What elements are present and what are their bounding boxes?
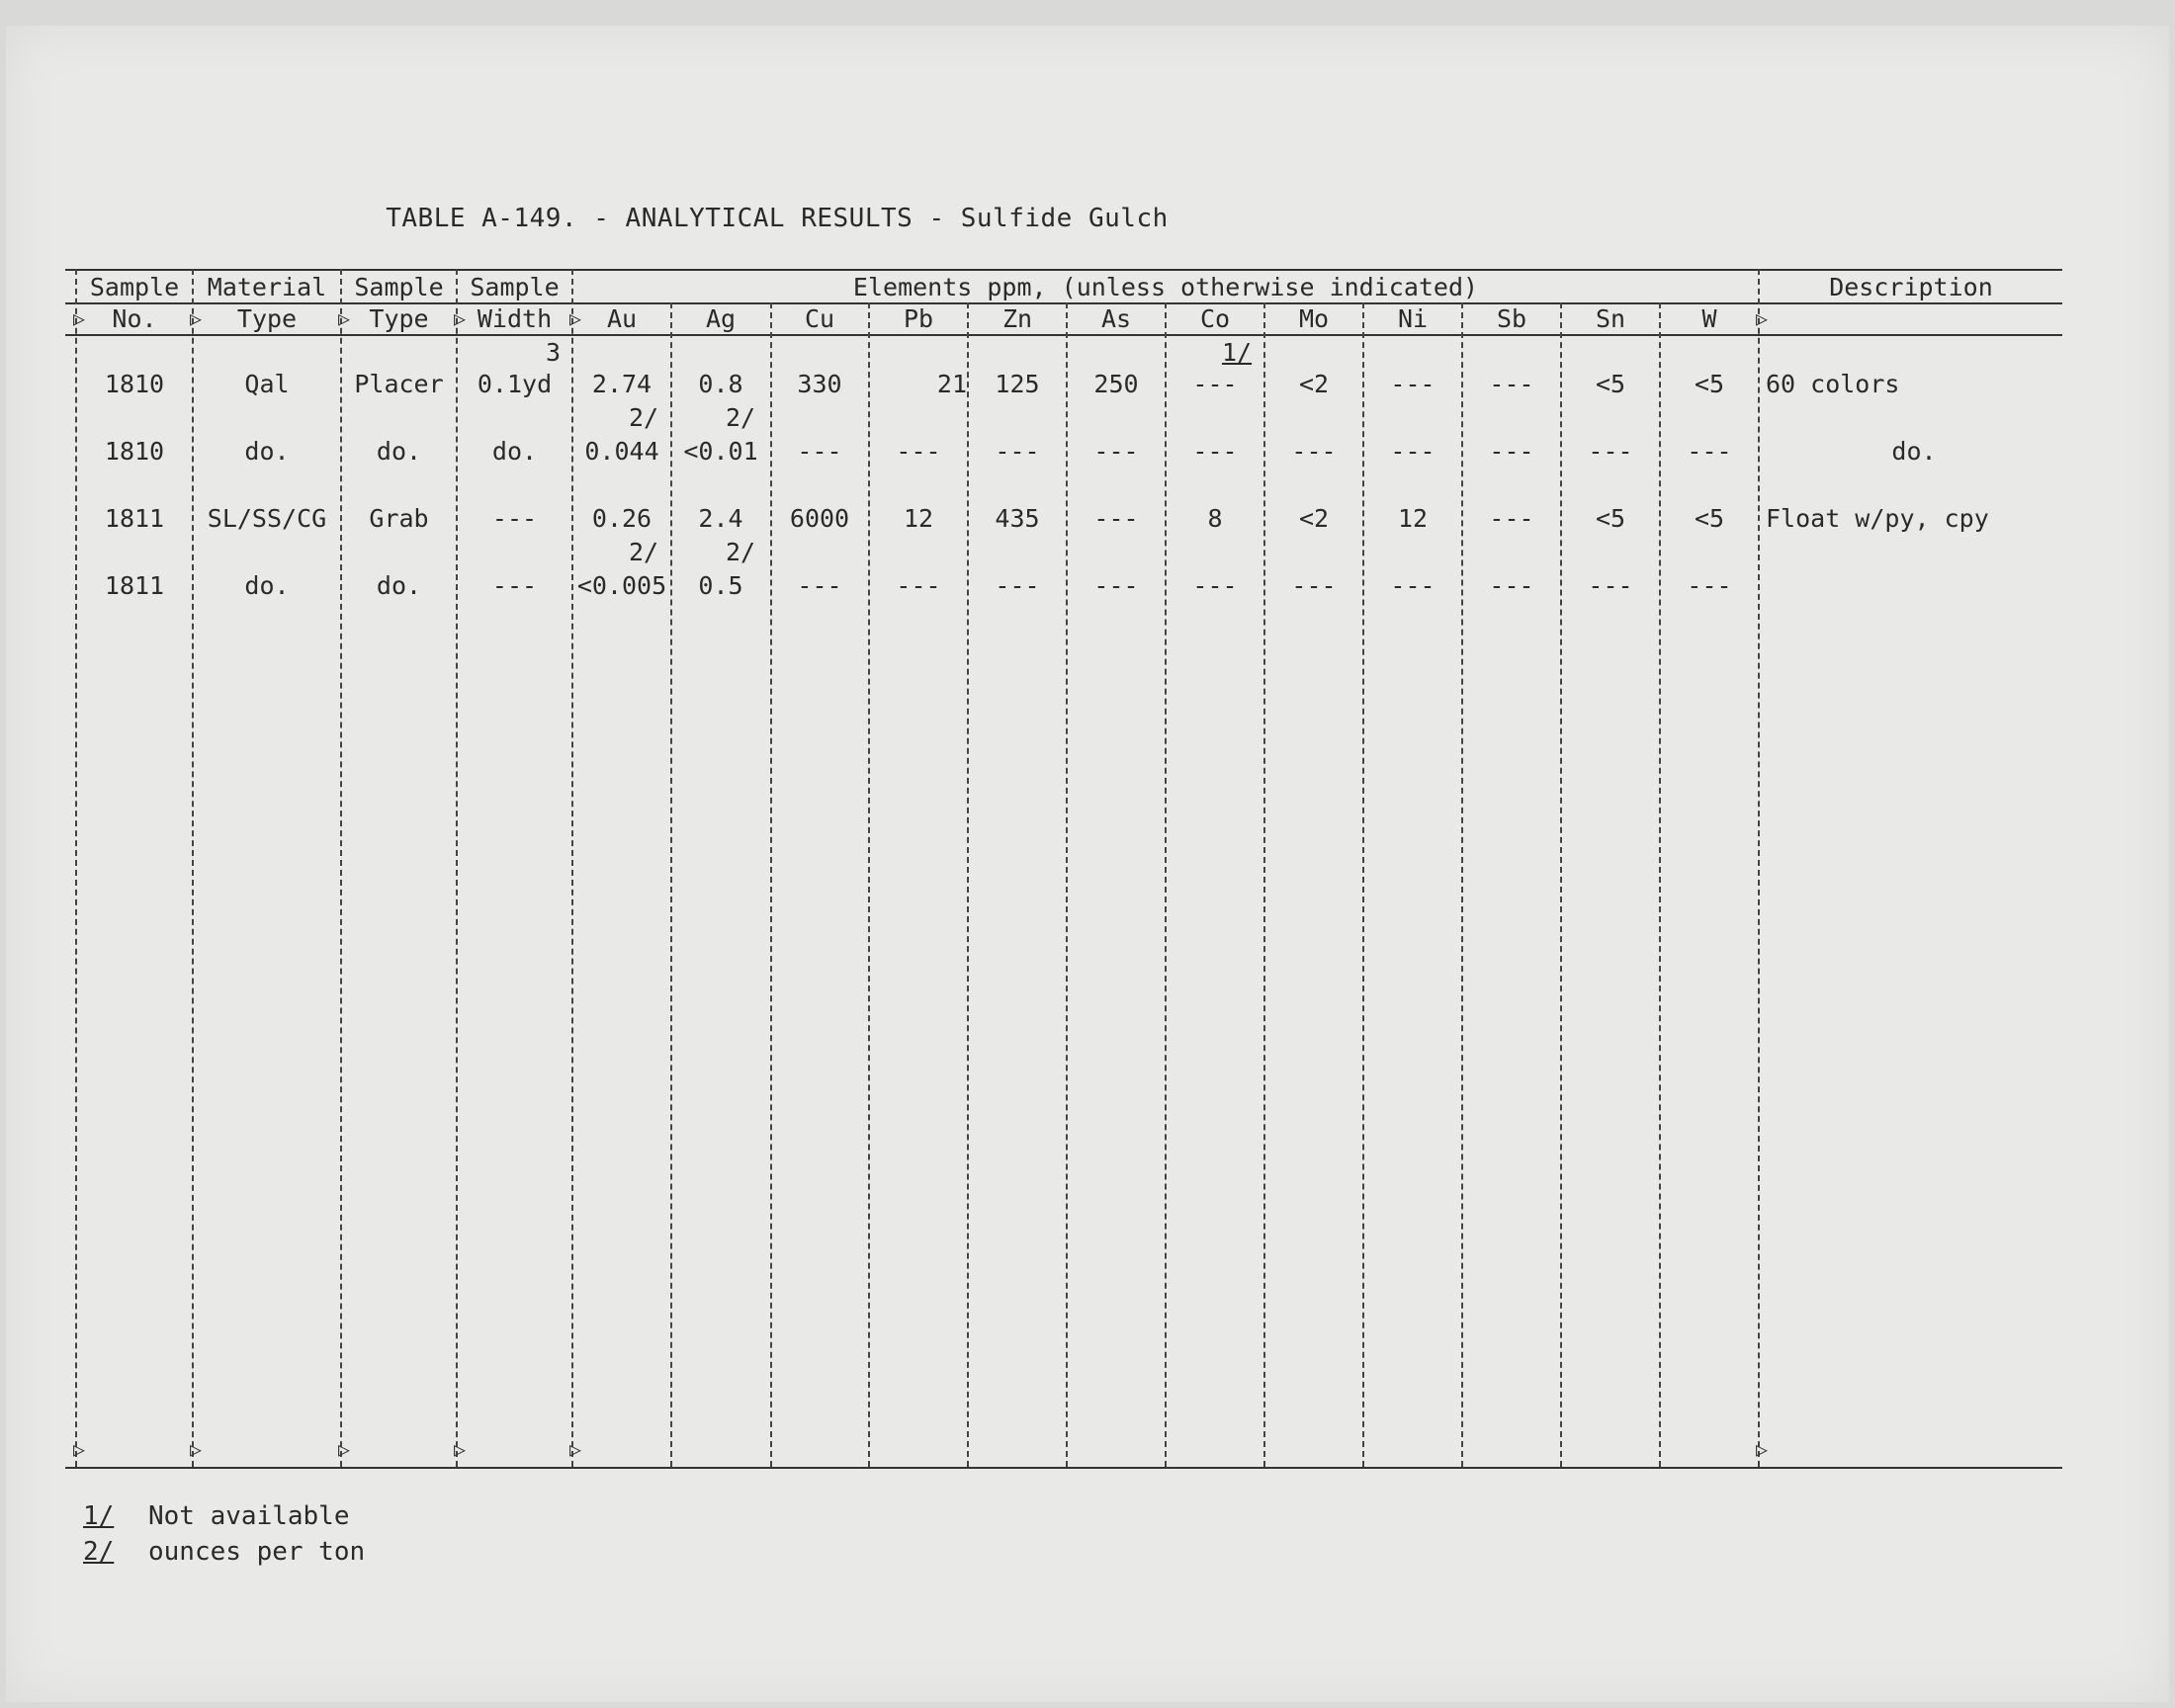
- cell-sample-type: Grab: [369, 504, 429, 533]
- header-element-ag: Ag: [705, 304, 737, 333]
- header-element-ni: Ni: [1397, 304, 1429, 333]
- au-footnote-mark: 2/: [629, 538, 659, 566]
- footnote-mark: 2/: [83, 1537, 115, 1567]
- cell-sample-type: Placer: [354, 370, 444, 398]
- cell-ni: ---: [1390, 370, 1436, 398]
- header-element-w: W: [1701, 304, 1717, 333]
- header-material-type-line1: Material: [207, 273, 327, 301]
- col-divider: [1165, 302, 1167, 1467]
- header-sample-width-line1: Sample: [470, 273, 560, 301]
- header-mid-rule-right: [1766, 302, 2062, 304]
- cell-ni: ---: [1390, 437, 1436, 466]
- cell-cu: ---: [797, 437, 842, 466]
- col-divider: [1263, 302, 1265, 1467]
- cell-sample-no: 1811: [104, 571, 165, 600]
- cell-ni: ---: [1390, 571, 1436, 600]
- header-sample-type-line2: Type: [369, 304, 429, 333]
- cell-ag: <0.01: [683, 437, 758, 466]
- header-element-sn: Sn: [1595, 304, 1626, 333]
- col-divider: [1560, 302, 1562, 1467]
- tick-mark: ▷: [569, 306, 582, 330]
- cell-material-type: SL/SS/CG: [207, 504, 327, 533]
- cell-pb: 12: [903, 504, 934, 533]
- tick-mark: ▷: [190, 1437, 203, 1461]
- cell-au: 2.74: [591, 370, 652, 398]
- width-footnote-mark: 3: [546, 338, 562, 367]
- cell-w: ---: [1687, 437, 1732, 466]
- header-sample-type-line1: Sample: [354, 273, 444, 301]
- cell-cu: ---: [797, 571, 842, 600]
- header-element-co: Co: [1199, 304, 1231, 333]
- header-sample-no-line1: Sample: [89, 273, 180, 301]
- cell-description: do.: [1891, 437, 1937, 466]
- cell-ni: 12: [1397, 504, 1429, 533]
- cell-material-type: do.: [244, 437, 290, 466]
- cell-material-type: do.: [244, 571, 290, 600]
- cell-co: ---: [1192, 571, 1238, 600]
- cell-sample-no: 1810: [104, 370, 165, 398]
- header-element-zn: Zn: [1001, 304, 1033, 333]
- cell-zn: ---: [995, 437, 1040, 466]
- cell-zn: ---: [995, 571, 1040, 600]
- tick-mark: ▷: [190, 306, 203, 330]
- cell-co: ---: [1192, 437, 1238, 466]
- cell-mo: <2: [1298, 370, 1330, 398]
- cell-sb: ---: [1489, 504, 1534, 533]
- cell-pb: ---: [896, 437, 941, 466]
- col-divider: [1758, 269, 1760, 1467]
- footnotes: [83, 1498, 365, 1570]
- ag-footnote-mark: 2/: [726, 538, 756, 566]
- cell-sn: ---: [1588, 437, 1633, 466]
- cell-sb: ---: [1489, 370, 1534, 398]
- col-divider: [1659, 302, 1661, 1467]
- tick-mark: ▷: [338, 306, 351, 330]
- header-sample-no-line2: No.: [112, 304, 157, 333]
- header-element-au: Au: [606, 304, 638, 333]
- cell-sample-width: do.: [491, 437, 538, 466]
- cell-ag: 2.4: [698, 504, 743, 533]
- analytical-results-table: [65, 267, 2062, 1479]
- header-description: Description: [1829, 273, 1993, 301]
- col-divider: [1362, 302, 1364, 1467]
- cell-au: <0.005: [576, 571, 667, 600]
- table-bottom-rule: [65, 1467, 2062, 1469]
- cell-w: <5: [1694, 370, 1725, 398]
- footnote-text: ounces per ton: [148, 1537, 366, 1567]
- cell-sample-width: ---: [491, 571, 538, 600]
- cell-ag: 0.8: [698, 370, 743, 398]
- cell-pb: ---: [896, 571, 941, 600]
- tick-mark: ▷: [338, 1437, 351, 1461]
- cell-as: ---: [1093, 504, 1139, 533]
- cell-sample-type: do.: [376, 437, 422, 466]
- cell-ag: 0.5: [698, 571, 743, 600]
- cell-cu: 330: [797, 370, 842, 398]
- header-element-mo: Mo: [1298, 304, 1330, 333]
- cell-sn: <5: [1595, 370, 1626, 398]
- cell-zn: 125: [995, 370, 1040, 398]
- cell-w: <5: [1694, 504, 1725, 533]
- cell-sb: ---: [1489, 571, 1534, 600]
- cell-co: ---: [1192, 370, 1238, 398]
- col-divider: [770, 302, 772, 1467]
- cell-sn: <5: [1595, 504, 1626, 533]
- header-element-cu: Cu: [804, 304, 835, 333]
- header-sample-width-line2: Width: [477, 304, 553, 333]
- header-bottom-rule: [65, 334, 2062, 336]
- cell-as: ---: [1093, 571, 1139, 600]
- footnote-mark: 1/: [83, 1501, 115, 1531]
- header-elements-span: Elements ppm, (unless otherwise indicated): [852, 273, 1479, 301]
- cell-cu: 6000: [789, 504, 850, 533]
- cell-sample-no: 1810: [104, 437, 165, 466]
- ag-footnote-mark: 2/: [726, 403, 756, 432]
- tick-mark: ▷: [569, 1437, 582, 1461]
- cell-sample-no: 1811: [104, 504, 165, 533]
- cell-mo: ---: [1291, 571, 1337, 600]
- cell-description: 60 colors: [1766, 370, 1900, 398]
- tick-mark: ▷: [454, 1437, 467, 1461]
- cell-co: 8: [1207, 504, 1223, 533]
- cell-pb: 21: [936, 370, 967, 398]
- document-page: [6, 26, 2169, 1702]
- cell-au: 0.26: [591, 504, 652, 533]
- cell-description: Float w/py, cpy: [1766, 504, 1989, 533]
- cell-w: ---: [1687, 571, 1732, 600]
- cell-sb: ---: [1489, 437, 1534, 466]
- tick-mark: ▷: [73, 1437, 86, 1461]
- col-divider: [1461, 302, 1463, 1467]
- cell-mo: <2: [1298, 504, 1330, 533]
- tick-mark: ▷: [1756, 306, 1769, 330]
- col-divider: [670, 302, 672, 1467]
- tick-mark: ▷: [454, 306, 467, 330]
- cell-au: 0.044: [584, 437, 659, 466]
- cell-zn: 435: [995, 504, 1040, 533]
- col-divider: [967, 302, 969, 1467]
- tick-mark: ▷: [73, 306, 86, 330]
- cell-as: ---: [1093, 437, 1139, 466]
- cell-mo: ---: [1291, 437, 1337, 466]
- cell-as: 250: [1093, 370, 1139, 398]
- header-element-as: As: [1100, 304, 1132, 333]
- header-material-type-line2: Type: [236, 304, 298, 333]
- footnote-item: [83, 1498, 365, 1534]
- table-top-rule: [65, 269, 2062, 271]
- tick-mark: ▷: [1756, 1437, 1769, 1461]
- cell-material-type: Qal: [244, 370, 290, 398]
- header-element-sb: Sb: [1496, 304, 1527, 333]
- au-footnote-mark: 2/: [629, 403, 659, 432]
- cell-sample-width: 0.1yd: [477, 370, 553, 398]
- col-divider: [868, 302, 870, 1467]
- cell-sample-width: ---: [491, 504, 538, 533]
- col-divider: [1066, 302, 1068, 1467]
- footnote-text: Not available: [148, 1501, 350, 1531]
- cell-sample-type: do.: [376, 571, 422, 600]
- co-footnote-mark: 1/: [1222, 338, 1253, 367]
- footnote-item: [83, 1534, 365, 1570]
- cell-sn: ---: [1588, 571, 1633, 600]
- table-title: TABLE A-149. - ANALYTICAL RESULTS - Sulfide Gulch: [386, 204, 1169, 233]
- header-element-pb: Pb: [903, 304, 934, 333]
